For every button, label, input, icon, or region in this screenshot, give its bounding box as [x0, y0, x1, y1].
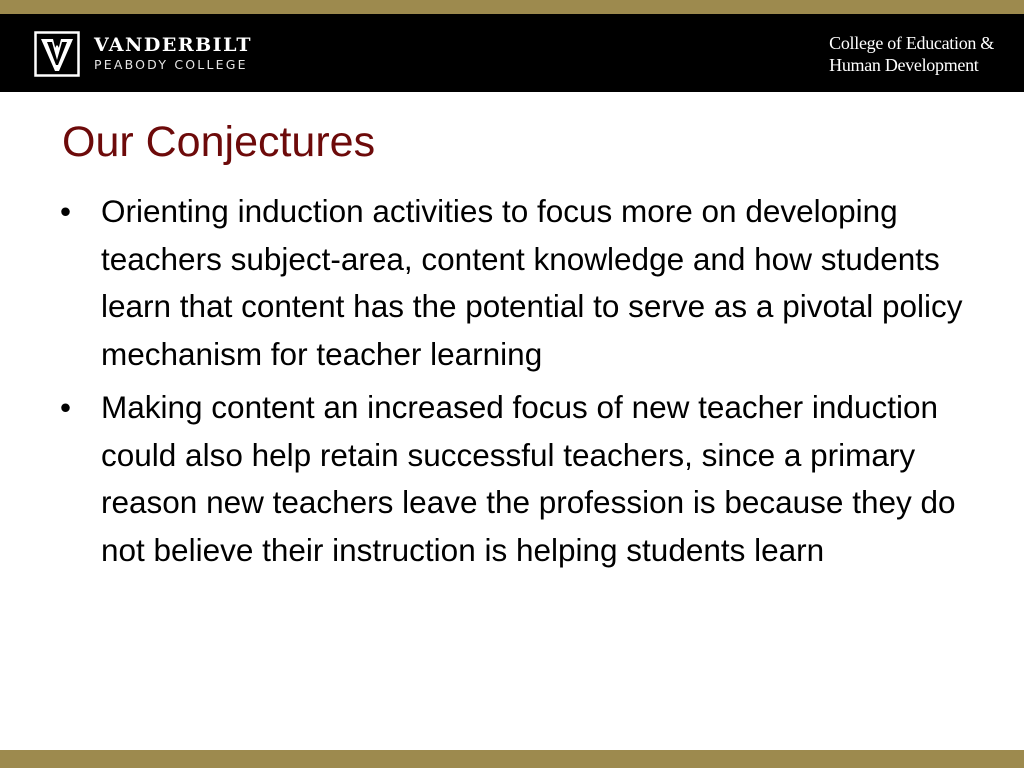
bullet-item: [60, 384, 980, 574]
bullet-dot: •: [60, 389, 72, 425]
logo-text: [94, 36, 252, 72]
slide-title: Our Conjectures: [62, 118, 376, 166]
college-name: PEABODY COLLEGE: [94, 57, 248, 73]
vanderbilt-logo: [34, 31, 252, 77]
bullet-text: Orienting induction activities to focus more on developing teachers subject-area, content knowledge and how students learn that content has the potential to serve as a pivotal policy mechanism for teacher learning: [101, 193, 963, 372]
header-band: [0, 14, 1024, 92]
school-name-line2: Human Development: [829, 55, 979, 75]
vanderbilt-emblem-icon: [34, 31, 80, 77]
university-name: VANDERBILT: [94, 34, 253, 57]
bottom-gold-bar: [0, 750, 1024, 768]
top-gold-bar: [0, 0, 1024, 14]
school-name: [829, 32, 994, 76]
bullet-item: [60, 188, 980, 378]
bullet-list: [60, 188, 980, 580]
bullet-text: Making content an increased focus of new teacher induction could also help retain successful teachers, since a primary reason new teachers leave the profession is because they do not believe their instruction is helping students learn: [101, 389, 956, 568]
school-name-line1: College of Education &: [829, 33, 994, 53]
bullet-dot: •: [60, 193, 72, 229]
